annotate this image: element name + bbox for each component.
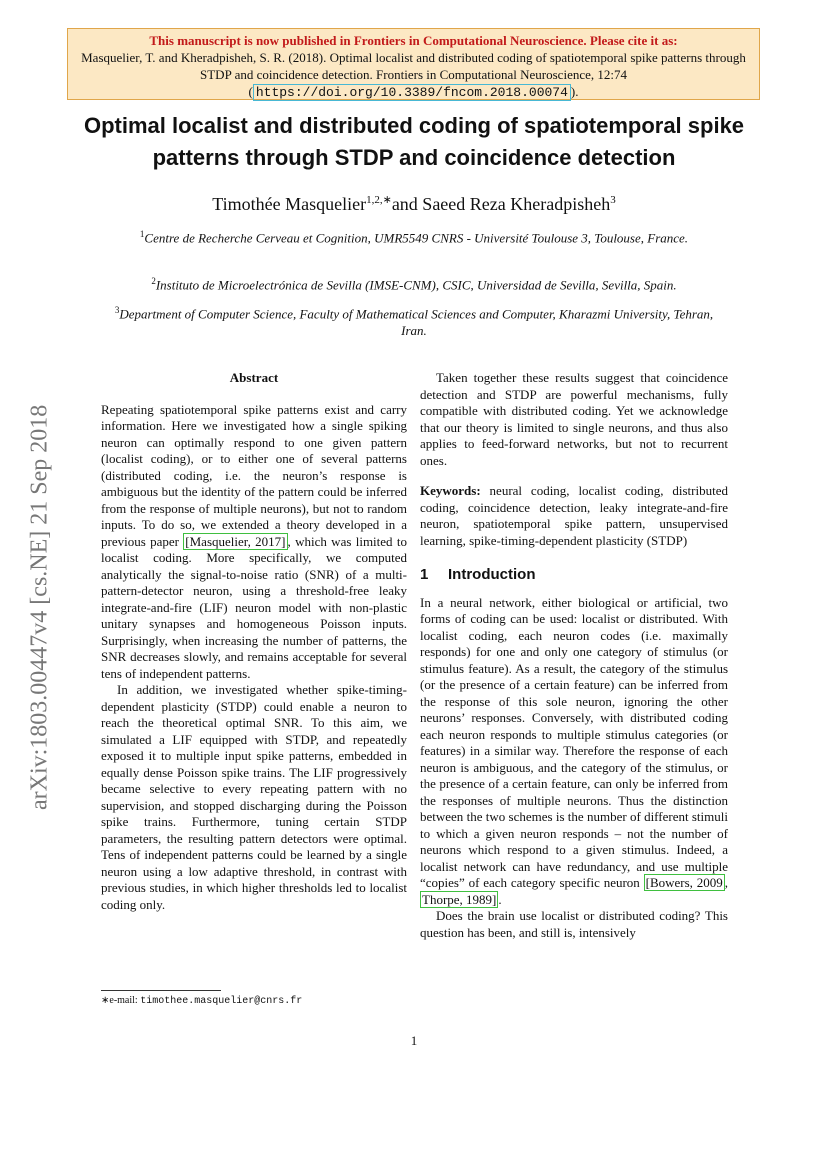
left-column [101,370,407,913]
affiliation-3: $^3$Department of Computer Science, Faculty of Mathematical Sciences and Computer, Kharazmi University, Tehran, Iran. [114,305,714,339]
author-kheradpisheh: and Saeed Reza Kheradpisheh [391,194,611,214]
author-masquelier: Timothée Masquelier [212,194,367,214]
footnote: ∗e-mail: timothee.masquelier@cnrs.fr [101,995,303,1007]
abstract-heading: Abstract [229,370,279,385]
intro-paragraph-2: Does the brain use localist or distributed coding? This question has been, and still is, intensively [420,908,728,940]
doi-link[interactable]: https://doi.org/10.3389/fncom.2018.00074 [253,84,571,101]
publication-notice [67,28,760,100]
keywords-label: Keywords: [420,483,481,498]
citation-link[interactable]: Thorpe, 1989] [422,891,497,907]
citation-link[interactable]: [Masquelier, 2017] [185,533,286,549]
citation-text: Masquelier, T. and Kheradpisheh, S. R. (2018). Optimal localist and distributed coding of spatiotemporal spike patterns through STDP and coincidence detection. Frontiers in Computational Neuroscience, 12:74 [81,50,746,82]
abstract-paragraph-1: Repeating spatiotemporal spike patterns exist and carry information. Here we investigated how a single spiking neuron can optimally respond to one given pattern (localist coding), or to either one of several patterns (distributed coding, i.e. the neuron’s response is ambiguous but the identity of the pattern could be inferred from the response of multiple neurons), but not to random inputs. To do so, we extended a theory developed in a previous paper [Masquelier, 2017] , which was limited to localist coding. More specifically, we computed analytically the signal-to-noise ratio (SNR) of a multi-pattern-detector neuron, using a threshold-free leaky integrate-and-fire (LIF) neuron model with non-plastic unitary synapses and homogeneous Poisson inputs. Surprisingly, when increasing the number of patterns, the SNR decreases slowly, and remains acceptable for several tens of independent patterns. [101,401,407,681]
abstract-paragraph-3: Taken together these results suggest that coincidence detection and STDP are powerful mechanisms, fully compatible with distributed coding. Yet we acknowledge that our theory is limited to single neurons, and thus also applies to feed-forward networks, but not to recurrent ones. [420,370,728,468]
intro-paragraph-1: In a neural network, either biological or artificial, two forms of coding can be used: localist or distributed. With localist coding, each neuron codes (i.e. maximally responds) for one and only one category of stimulus (or stimulus feature). As a result, the category of the stimulus (or the presence of a certain feature) can be inferred from the response of this sole neuron, ignoring the other neurons’ responses. Conversely, with distributed coding each neuron responds to multiple stimulus categories (or features) in a similar way. Therefore the response of each neuron is ambiguous, and the category of the stimulus, or the presence of a certain feature, can only be inferred from the responses of multiple neurons. Thus the distinction between the two schemes is the number of different stimuli to which a given neuron responds – not the number of neurons which respond to a given stimulus. Indeed, a localist network can have redundancy, and use multiple “copies” of each category specific neuron [Bowers, 2009 , Thorpe, 1989] . [420,594,728,907]
affiliation-1: $^1$Centre de Recherche Cerveau et Cognition, UMR5549 CNRS - Université Toulouse 3, Toulouse, France. [139,229,689,246]
email-link[interactable]: timothee.masquelier@cnrs.fr [140,996,303,1007]
section-heading-introduction: 1 Introduction [420,566,536,583]
page-number: 1 [410,1033,418,1048]
affiliation-2: $^2$Instituto de Microelectrónica de Sevilla (IMSE-CNM), CSIC, Universidad de Sevilla, Sevilla, Spain. [151,276,677,293]
notice-citation: Masquelier, T. and Kheradpisheh, S. R. (2018). Optimal localist and distributed coding of spatiotemporal spike patterns through STDP and coincidence detection. Frontiers in Computational Neuroscience, 12:74 ( https://doi.org/10.3389/fncom.2018.00074 ). [81,50,746,100]
keywords: Keywords: neural coding, localist coding, distributed coding, coincidence detection, leaky integrate-and-fire neuron, spatiotemporal spike pattern, unsupervised learning, spike-timing-dependent plasticity (STDP) [420,483,728,548]
notice-headline: This manuscript is now published in Frontiers in Computational Neuroscience. Please cite it as: [149,33,678,48]
abstract-paragraph-2: In addition, we investigated whether spike-timing-dependent plasticity (STDP) could enable a neuron to reach the theoretical optimal SNR. To this aim, we simulated a LIF equipped with STDP, and repeatedly exposed it to multiple input spike patterns, embedded in equally dense Poisson spike trains. The LIF progressively became selective to every repeating pattern with no supervision, and stopped discharging during the Poisson spike trains. Furthermore, tuning certain STDP parameters, the resulting pattern detectors were optimal. Tens of independent patterns could be learned by a single neuron using a low adaptive threshold, in contrast with previous studies, in which higher thresholds led to localist coding only. [101,682,407,912]
paper-title: Optimal localist and distributed coding of spatiotemporal spike patterns through STDP and coincidence detection [83,113,745,170]
citation-link[interactable]: [Bowers, 2009 [645,875,723,890]
right-column [420,370,728,941]
footnote-rule [101,990,221,991]
arxiv-identifier: arXiv:1803.00447v4 [cs.NE] 21 Sep 2018 [26,404,53,811]
author-line: Timothée Masquelier$^{1,2,∗}$and Saeed Reza Kheradpisheh$^3$ [212,194,616,214]
